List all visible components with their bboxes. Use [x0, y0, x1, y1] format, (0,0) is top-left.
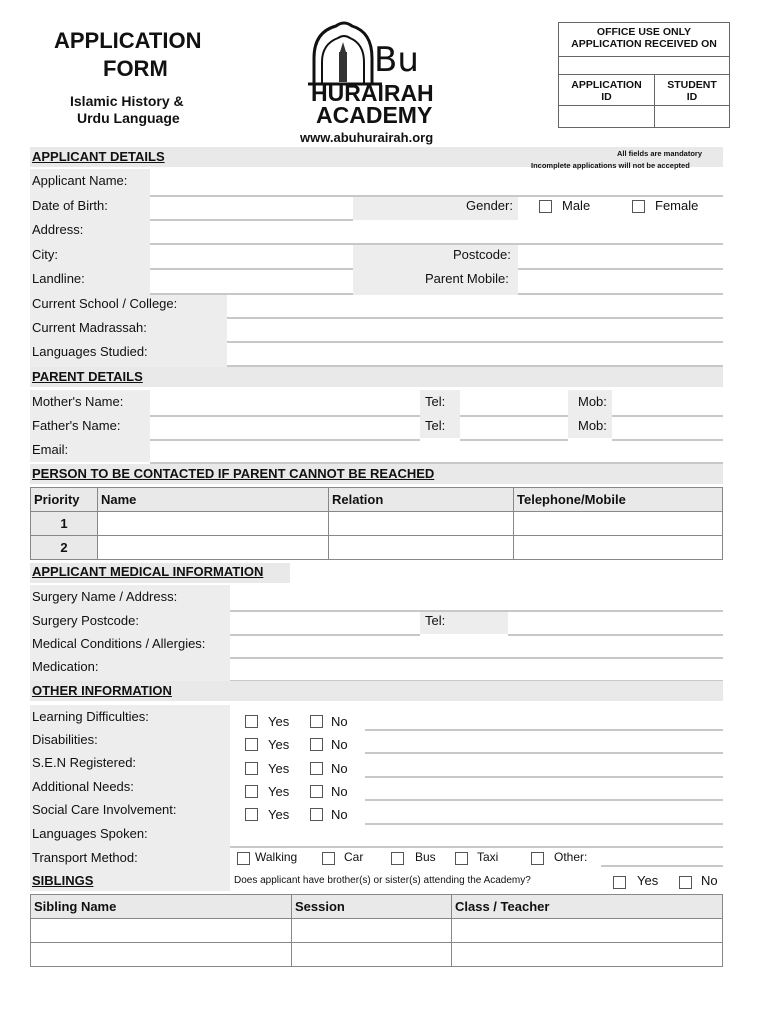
student-id-label1: STUDENT — [667, 79, 717, 91]
contact-name-cell[interactable] — [98, 536, 329, 560]
transport-walking-checkbox[interactable] — [237, 852, 250, 865]
email-label: Email: — [32, 442, 69, 457]
madrassah-field[interactable] — [227, 341, 723, 343]
no-label: No — [331, 737, 348, 752]
transport-walking-label: Walking — [255, 850, 298, 864]
disabilities-label: Disabilities: — [32, 732, 98, 747]
disabilities-details-field[interactable] — [365, 752, 723, 754]
mother-mob-label: Mob: — [578, 394, 607, 409]
social-care-yes-checkbox[interactable] — [245, 808, 258, 821]
table-row — [31, 536, 723, 560]
transport-bus-label: Bus — [415, 850, 436, 864]
incomplete-note: Incomplete applications will not be accepted — [531, 161, 690, 170]
school-field[interactable] — [227, 317, 723, 319]
table-row — [31, 919, 723, 943]
social-care-details-field[interactable] — [365, 823, 723, 825]
gender-label: Gender: — [466, 198, 513, 213]
gender-female-label: Female — [655, 198, 699, 213]
learning-yes-checkbox[interactable] — [245, 715, 258, 728]
siblings-yes-checkbox[interactable] — [613, 876, 626, 889]
additional-needs-details-field[interactable] — [365, 799, 723, 801]
transport-taxi-label: Taxi — [477, 850, 499, 864]
mother-mob-field[interactable] — [612, 415, 723, 417]
parent-mobile-field[interactable] — [518, 293, 723, 295]
yes-label: Yes — [268, 784, 290, 799]
father-name-label: Father's Name: — [32, 418, 121, 433]
social-care-label: Social Care Involvement: — [32, 802, 177, 817]
priority-cell: 1 — [31, 512, 98, 536]
form-title-line2: FORM — [103, 56, 168, 81]
learning-details-field[interactable] — [365, 729, 723, 731]
gender-male-checkbox[interactable] — [539, 200, 552, 213]
conditions-label: Medical Conditions / Allergies: — [32, 636, 206, 651]
social-care-no-checkbox[interactable] — [310, 808, 323, 821]
dob-label: Date of Birth: — [32, 198, 108, 213]
transport-car-label: Car — [344, 850, 364, 864]
siblings-no-checkbox[interactable] — [679, 876, 692, 889]
surgery-field[interactable] — [230, 610, 723, 612]
yes-label: Yes — [268, 807, 290, 822]
sen-details-field[interactable] — [365, 776, 723, 778]
siblings-table-header — [31, 895, 723, 919]
mother-name-label: Mother's Name: — [32, 394, 124, 409]
school-label: Current School / College: — [32, 296, 178, 311]
transport-bus-checkbox[interactable] — [391, 852, 404, 865]
applicant-details-heading: APPLICANT DETAILS — [32, 149, 165, 164]
form-title-line1: APPLICATION — [54, 28, 202, 53]
siblings-table — [30, 894, 723, 967]
application-id-label1: APPLICATION — [571, 79, 642, 91]
additional-needs-no-checkbox[interactable] — [310, 785, 323, 798]
additional-needs-label: Additional Needs: — [32, 779, 134, 794]
transport-other-label: Other: — [554, 850, 588, 864]
dob-field[interactable] — [150, 219, 353, 221]
website-url: www.abuhurairah.org — [300, 130, 434, 145]
sibling-class-cell[interactable] — [452, 943, 723, 967]
parent-mobile-label: Parent Mobile: — [425, 271, 509, 286]
mother-tel-label: Tel: — [425, 394, 446, 409]
father-mob-label: Mob: — [578, 418, 607, 433]
city-field[interactable] — [150, 268, 353, 270]
parent-details-heading: PARENT DETAILS — [32, 369, 143, 384]
father-mob-field[interactable] — [612, 439, 723, 441]
surgery-postcode-label: Surgery Postcode: — [32, 613, 139, 628]
applicant-name-label: Applicant Name: — [32, 173, 128, 188]
transport-car-checkbox[interactable] — [322, 852, 335, 865]
subject-line1: Islamic History & — [70, 93, 184, 109]
table-row — [31, 512, 723, 536]
sen-registered-label: S.E.N Registered: — [32, 755, 137, 770]
surgery-tel-field[interactable] — [508, 634, 723, 636]
languages-spoken-label: Languages Spoken: — [32, 826, 148, 841]
siblings-question: Does applicant have brother(s) or sister(s) attending the Academy? — [234, 875, 531, 886]
postcode-field[interactable] — [518, 268, 723, 270]
contact-relation-cell[interactable] — [329, 536, 514, 560]
landline-label: Landline: — [32, 271, 85, 286]
transport-taxi-checkbox[interactable] — [455, 852, 468, 865]
no-label: No — [331, 784, 348, 799]
mandatory-note: All fields are mandatory — [617, 149, 703, 158]
contact-telephone-cell[interactable] — [514, 536, 723, 560]
col-class-teacher: Class / Teacher — [452, 895, 723, 919]
surgery-label: Surgery Name / Address: — [32, 589, 178, 604]
sibling-name-cell[interactable] — [31, 919, 292, 943]
learning-difficulties-label: Learning Difficulties: — [32, 709, 149, 724]
col-telephone: Telephone/Mobile — [514, 488, 723, 512]
learning-no-checkbox[interactable] — [310, 715, 323, 728]
sen-no-checkbox[interactable] — [310, 762, 323, 775]
received-on-field[interactable] — [559, 57, 729, 75]
application-id-cell[interactable] — [559, 75, 655, 127]
sen-yes-checkbox[interactable] — [245, 762, 258, 775]
transport-other-field[interactable] — [601, 865, 723, 867]
col-name: Name — [98, 488, 329, 512]
disabilities-no-checkbox[interactable] — [310, 738, 323, 751]
no-label: No — [331, 761, 348, 776]
sibling-name-cell[interactable] — [31, 943, 292, 967]
city-label: City: — [32, 247, 58, 262]
office-use-heading — [559, 23, 729, 57]
no-label: No — [331, 714, 348, 729]
contact-telephone-cell[interactable] — [514, 512, 723, 536]
other-info-heading: OTHER INFORMATION — [32, 683, 172, 698]
office-use-line2: APPLICATION RECEIVED ON — [571, 38, 717, 50]
logo-hurairah: HURAIRAH — [311, 80, 434, 106]
father-tel-label: Tel: — [425, 418, 446, 433]
contact-table-header — [31, 488, 723, 512]
col-priority: Priority — [31, 488, 98, 512]
priority-cell: 2 — [31, 536, 98, 560]
mother-tel-field[interactable] — [460, 415, 568, 417]
languages-studied-label: Languages Studied: — [32, 344, 148, 359]
applicant-name-field[interactable] — [150, 195, 723, 197]
logo-bu: Bu — [374, 40, 419, 80]
mother-name-field[interactable] — [150, 415, 420, 417]
surgery-postcode-field[interactable] — [230, 634, 420, 636]
student-id-label2: ID — [686, 91, 698, 103]
father-tel-field[interactable] — [460, 439, 568, 441]
transport-other-checkbox[interactable] — [531, 852, 544, 865]
yes-label: Yes — [268, 714, 290, 729]
no-label: No — [331, 807, 348, 822]
office-use-box — [558, 22, 730, 128]
transport-label: Transport Method: — [32, 850, 138, 865]
student-id-cell[interactable] — [655, 75, 729, 127]
sibling-class-cell[interactable] — [452, 919, 723, 943]
disabilities-yes-checkbox[interactable] — [245, 738, 258, 751]
table-row — [31, 943, 723, 967]
siblings-yes-label: Yes — [637, 873, 659, 888]
madrassah-label: Current Madrassah: — [32, 320, 147, 335]
yes-label: Yes — [268, 737, 290, 752]
contact-person-heading: PERSON TO BE CONTACTED IF PARENT CANNOT BE REACHED — [32, 466, 435, 481]
application-id-label2: ID — [601, 91, 612, 103]
col-sibling-name: Sibling Name — [31, 895, 292, 919]
medication-label: Medication: — [32, 659, 99, 674]
sibling-session-cell[interactable] — [292, 943, 452, 967]
logo-academy: ACADEMY — [316, 102, 433, 128]
father-name-field[interactable] — [150, 439, 420, 441]
subject-line2: Urdu Language — [77, 110, 180, 126]
contact-table — [30, 487, 723, 560]
contact-relation-cell[interactable] — [329, 512, 514, 536]
yes-label: Yes — [268, 761, 290, 776]
address-label: Address: — [32, 222, 84, 237]
postcode-label: Postcode: — [453, 247, 511, 262]
address-field[interactable] — [150, 243, 723, 245]
languages-spoken-field[interactable] — [230, 846, 723, 848]
gender-male-label: Male — [562, 198, 591, 213]
sibling-session-cell[interactable] — [292, 919, 452, 943]
siblings-heading: SIBLINGS — [32, 873, 94, 888]
surgery-tel-label: Tel: — [425, 613, 446, 628]
col-relation: Relation — [329, 488, 514, 512]
conditions-field[interactable] — [230, 657, 723, 659]
additional-needs-yes-checkbox[interactable] — [245, 785, 258, 798]
office-use-line1: OFFICE USE ONLY — [596, 26, 692, 38]
medical-info-heading: APPLICANT MEDICAL INFORMATION — [32, 564, 264, 579]
siblings-no-label: No — [701, 873, 718, 888]
contact-name-cell[interactable] — [98, 512, 329, 536]
col-session: Session — [292, 895, 452, 919]
gender-female-checkbox[interactable] — [632, 200, 645, 213]
